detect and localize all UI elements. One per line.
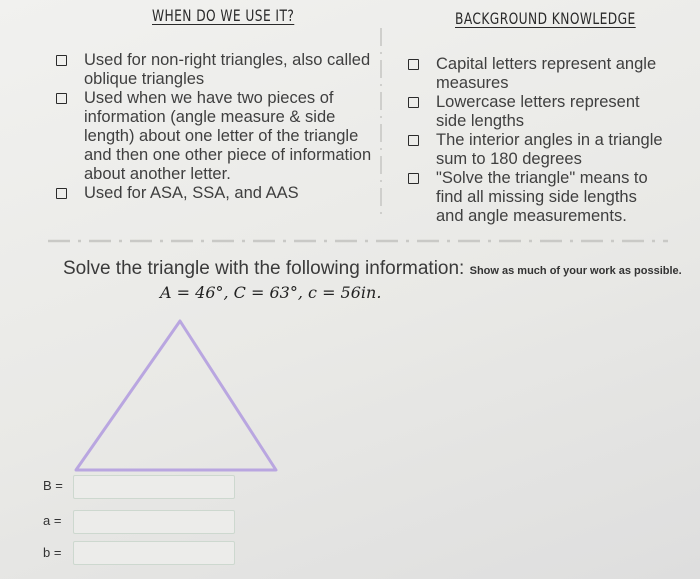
checkbox-icon [408, 173, 419, 184]
angle-b-input[interactable] [73, 475, 235, 499]
list-item: Used for non-right triangles, also called oblique triangles [54, 51, 384, 89]
side-b-label: b = [43, 545, 62, 560]
triangle-diagram [70, 315, 282, 475]
prompt-text: Solve the triangle with the following information: [63, 258, 465, 279]
checkbox-icon [408, 97, 419, 108]
when-list [54, 51, 384, 203]
angle-b-label: B = [43, 478, 63, 493]
when-header: WHEN DO WE USE IT? [152, 6, 295, 25]
list-item: Used for ASA, SSA, and AAS [54, 184, 384, 203]
list-item: The interior angles in a triangle sum to 180 degrees [406, 131, 668, 169]
list-item: Capital letters represent angle measures [406, 55, 668, 93]
problem-prompt [63, 258, 682, 280]
checkbox-icon [56, 188, 67, 199]
column-divider [378, 28, 384, 218]
prompt-note: Show as much of your work as possible. [469, 265, 682, 277]
background-list [406, 55, 668, 226]
side-a-input[interactable] [73, 510, 235, 534]
given-values: A = 46°, C = 63°, c = 56in. [160, 283, 382, 302]
side-a-label: a = [43, 513, 62, 528]
list-item: Lowercase letters represent side lengths [406, 93, 668, 131]
checkbox-icon [56, 93, 67, 104]
checkbox-icon [408, 135, 419, 146]
section-divider [48, 238, 668, 244]
checkbox-icon [408, 59, 419, 70]
background-header: BACKGROUND KNOWLEDGE [455, 9, 636, 28]
list-item: Used when we have two pieces of information (angle measure & side length) about one letter of the triangle and then one other piece of information about another letter. [54, 89, 384, 184]
side-b-input[interactable] [73, 541, 235, 565]
checkbox-icon [56, 55, 67, 66]
list-item: "Solve the triangle" means to find all missing side lengths and angle measurements. [406, 169, 668, 226]
